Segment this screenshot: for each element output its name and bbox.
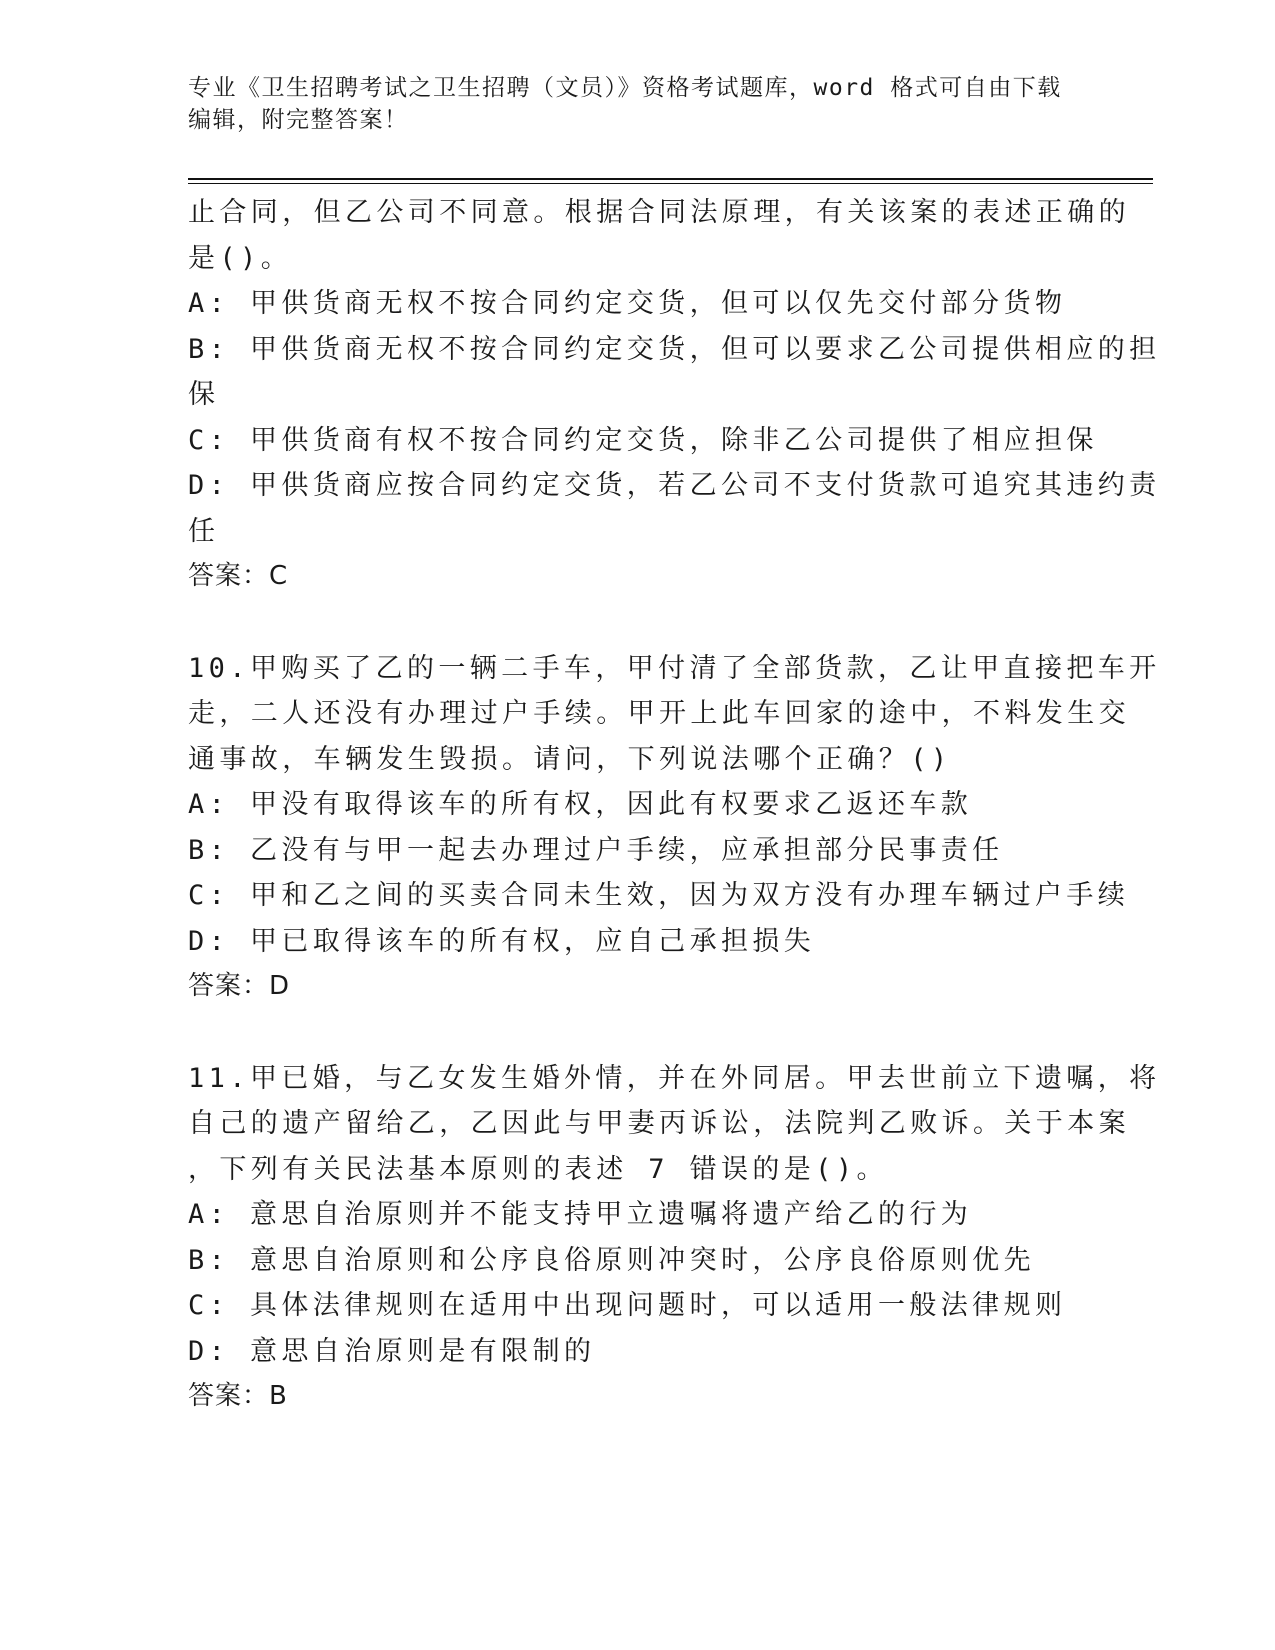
question-stem-line: 止合同，但乙公司不同意。根据合同法原理，有关该案的表述正确的 [188, 197, 1130, 228]
question-block [188, 646, 1161, 1010]
option-b-continued: 保 [188, 379, 220, 410]
option-d-continued: 任 [188, 515, 220, 547]
option-a: A: 甲没有取得该车的所有权，因此有权要求乙返还车款 [188, 789, 973, 820]
option-a: A: 意思自治原则并不能支持甲立遗嘱将遗产给乙的行为 [188, 1199, 973, 1230]
option-b: B: 意思自治原则和公序良俗原则冲突时，公序良俗原则优先 [188, 1244, 1035, 1276]
spacer [188, 600, 1088, 646]
question-block [188, 190, 1161, 600]
answer-line: 答案：D [188, 971, 291, 1001]
question-stem-line: 是()。 [188, 242, 293, 274]
option-d: D: 意思自治原则是有限制的 [188, 1335, 596, 1367]
option-c: C: 甲供货商有权不按合同约定交货，除非乙公司提供了相应担保 [188, 424, 1098, 456]
option-b: B: 甲供货商无权不按合同约定交货，但可以要求乙公司提供相应的担 [188, 333, 1161, 365]
option-b: B: 乙没有与甲一起去办理过户手续，应承担部分民事责任 [188, 834, 1004, 866]
question-block [188, 1056, 1161, 1420]
header-line-2: 编辑，附完整答案！ [188, 107, 409, 133]
spacer [188, 1010, 1088, 1056]
option-d: D: 甲已取得该车的所有权，应自己承担损失 [188, 925, 816, 957]
question-stem-line: 11.甲已婚，与乙女发生婚外情，并在外同居。甲去世前立下遗嘱，将 [188, 1062, 1161, 1094]
document-header [188, 72, 1088, 136]
question-stem-line: 自己的遗产留给乙，乙因此与甲妻丙诉讼，法院判乙败诉。关于本案 [188, 1108, 1130, 1139]
option-a: A: 甲供货商无权不按合同约定交货，但可以仅先交付部分货物 [188, 288, 1067, 319]
answer-line: 答案：B [188, 1381, 288, 1411]
answer-line: 答案：C [188, 561, 289, 591]
header-line-1: 专业《卫生招聘考试之卫生招聘（文员）》资格考试题库，word 格式可自由下载 [188, 75, 1062, 101]
header-rule-thick [188, 178, 1153, 180]
question-stem-line: 10.甲购买了乙的一辆二手车，甲付清了全部货款，乙让甲直接把车开 [188, 652, 1161, 684]
question-stem-line: 通事故，车辆发生毁损。请问，下列说法哪个正确？() [188, 743, 952, 775]
question-stem-line: ，下列有关民法基本原则的表述 7 错误的是()。 [188, 1153, 888, 1185]
question-stem-line: 走，二人还没有办理过户手续。甲开上此车回家的途中，不料发生交 [188, 698, 1130, 729]
header-rule-thin [188, 183, 1153, 184]
option-d: D: 甲供货商应按合同约定交货，若乙公司不支付货款可追究其违约责 [188, 470, 1161, 501]
option-c: C: 具体法律规则在适用中出现问题时，可以适用一般法律规则 [188, 1290, 1067, 1321]
option-c: C: 甲和乙之间的买卖合同未生效，因为双方没有办理车辆过户手续 [188, 880, 1130, 911]
question-list [188, 190, 1161, 1420]
